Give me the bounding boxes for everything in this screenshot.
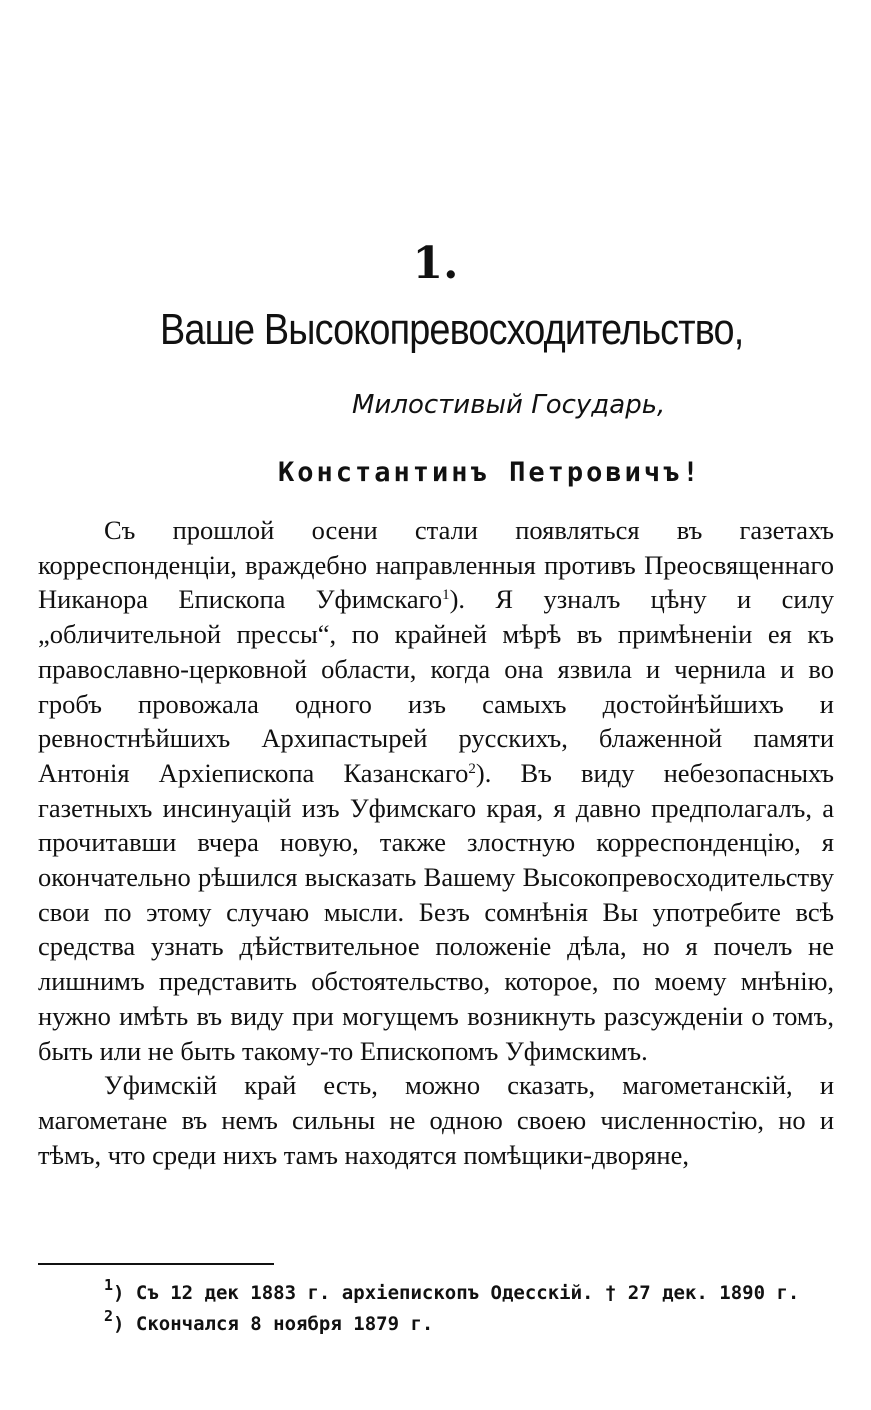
footnote-1-text: ) Съ 12 дек 1883 г. архіепископъ Одесскій. † 27 дек. 1890 г. — [113, 1282, 800, 1304]
paragraph-1-part-c: ). Въ виду небезопасныхъ газетныхъ инсинуацій изъ Уфимскаго края, я давно предполагалъ, а прочитавши вчера новую, также злостную корреспонденцію, я окончательно рѣшился высказать Вашему Высокопревосходительству свои по этому случаю мысли. Безъ сомнѣнія Вы употребите всѣ средства узнать дѣйствительное положеніе дѣла, но я почелъ не лишнимъ представить обстоятельство, которое, по моему мнѣнію, нужно имѣть въ виду при могущемъ возникнуть разсужденіи о томъ, быть или не быть такому-то Епископомъ Уфимскимъ. — [38, 757, 834, 1066]
paragraph-1-part-a: Съ прошлой осени стали появляться въ газетахъ корреспонденціи, враждебно направленныя противъ Преосвященнаго Никанора Епископа Уфимскаго — [38, 515, 834, 615]
footnote-2-text: ) Скончался 8 ноября 1879 г. — [113, 1313, 434, 1335]
letter-number: 1. — [412, 238, 459, 289]
footnote-2 — [104, 1309, 844, 1340]
formal-address: Ваше Высокопревосходительство, — [160, 305, 744, 354]
paragraph-1-part-b: ). Я узналъ цѣну и силу „обличительной прессы“, по крайней мѣрѣ въ примѣненіи ея къ православно-церковной области, когда она язвила и чернила и во гробъ провожала одного изъ самыхъ достойнѣйшихъ и ревностнѣйшихъ Архипастырей русскихъ, блаженной памяти Антонія Архіепископа Казанскаго — [38, 584, 834, 788]
footnote-ref-1: 1 — [442, 587, 450, 604]
paragraph-2: Уфимскій край есть, можно сказать, магометанскій, и магометане въ немъ сильны не одною своею численностію, но и тѣмъ, что среди нихъ тамъ находятся помѣщики-дворяне, — [38, 1070, 834, 1170]
footnote-1 — [104, 1278, 844, 1309]
footnote-2-mark: 2 — [104, 1307, 114, 1325]
paragraph-1 — [38, 513, 834, 1068]
footnote-ref-2: 2 — [468, 760, 476, 777]
footnote-divider — [38, 1263, 274, 1265]
letter-body — [38, 513, 834, 1172]
salutation: Милостивый Государь, — [352, 390, 666, 420]
addressee-name: Константинъ Петровичъ! — [278, 457, 702, 488]
footnote-1-mark: 1 — [104, 1276, 114, 1294]
footnotes — [104, 1278, 844, 1340]
